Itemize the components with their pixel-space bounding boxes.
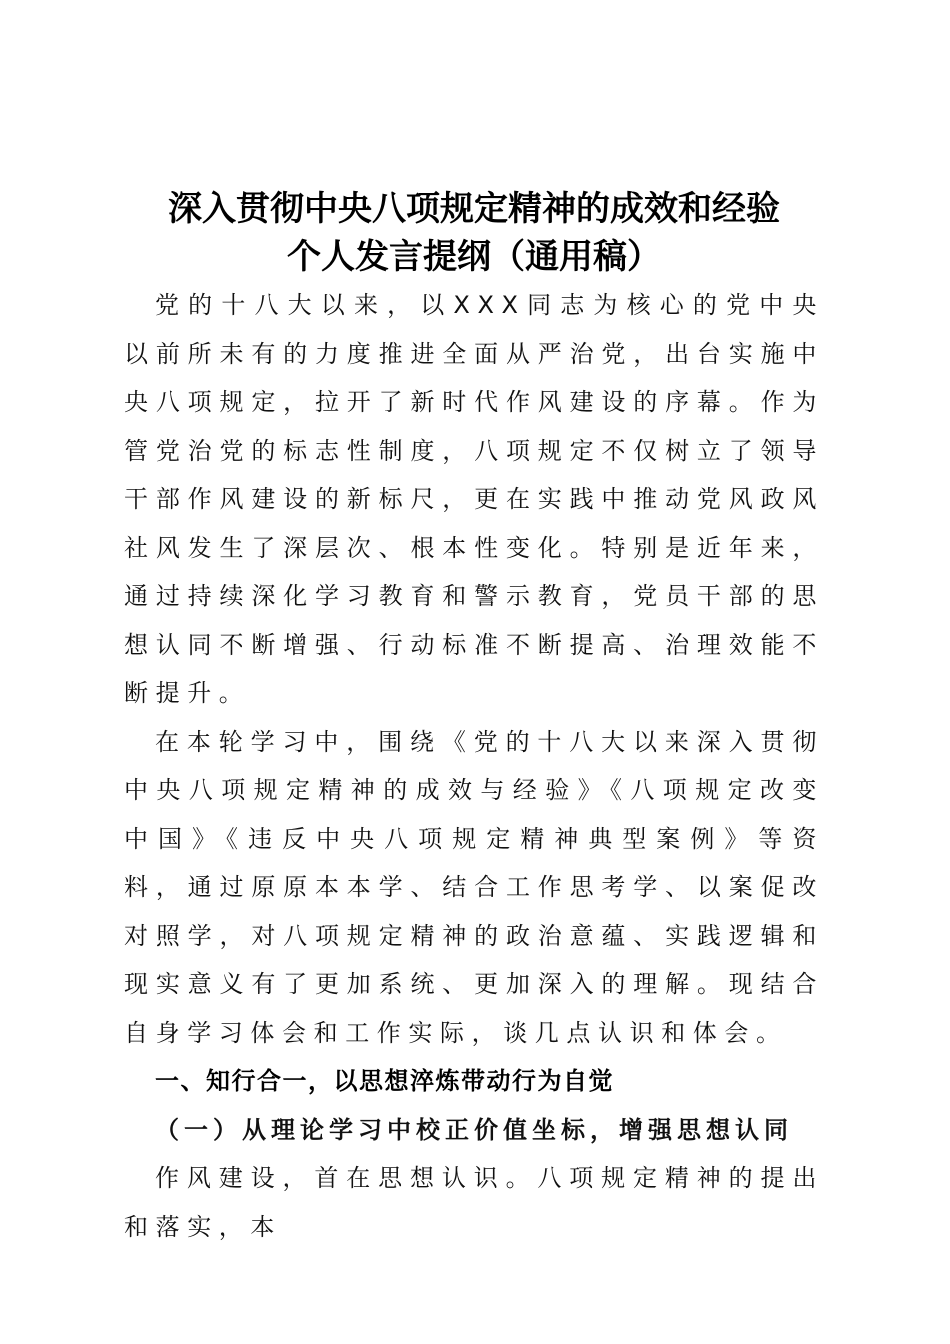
document-title <box>124 185 824 281</box>
subsection-heading-1-1: （一）从理论学习中校正价值坐标，增强思想认同 <box>155 1115 793 1144</box>
subsection-paragraph-1-1: 作风建设，首在思想认识。八项规定精神的提出和落实，本 <box>124 1164 824 1241</box>
document-page <box>124 185 824 1251</box>
title-line-1: 深入贯彻中央八项规定精神的成效和经验 <box>168 189 780 229</box>
intro-paragraph-1: 党的十八大以来，以XXX同志为核心的党中央以前所未有的力度推进全面从严治党，出台实施中央八项规定，拉开了新时代作风建设的序幕。作为管党治党的标志性制度，八项规定不仅树立了领导干部作风建设的新标尺，更在实践中推动党风政风社风发生了深层次、根本性变化。特别是近年来，通过持续深化学习教育和警示教育，党员干部的思想认同不断增强、行动标准不断提高、治理效能不断提升。 <box>124 291 824 707</box>
section-heading-1: 一、知行合一，以思想淬炼带动行为自觉 <box>155 1067 614 1095</box>
title-line-2: 个人发言提纲（通用稿） <box>287 237 661 277</box>
intro-paragraph-2: 在本轮学习中，围绕《党的十八大以来深入贯彻中央八项规定精神的成效与经验》《八项规定改变中国》《违反中央八项规定精神典型案例》等资料，通过原原本本学、结合工作思考学、以案促改对照学，对八项规定精神的政治意蕴、实践逻辑和现实意义有了更加系统、更加深入的理解。现结合自身学习体会和工作实际，谈几点认识和体会。 <box>124 727 824 1047</box>
